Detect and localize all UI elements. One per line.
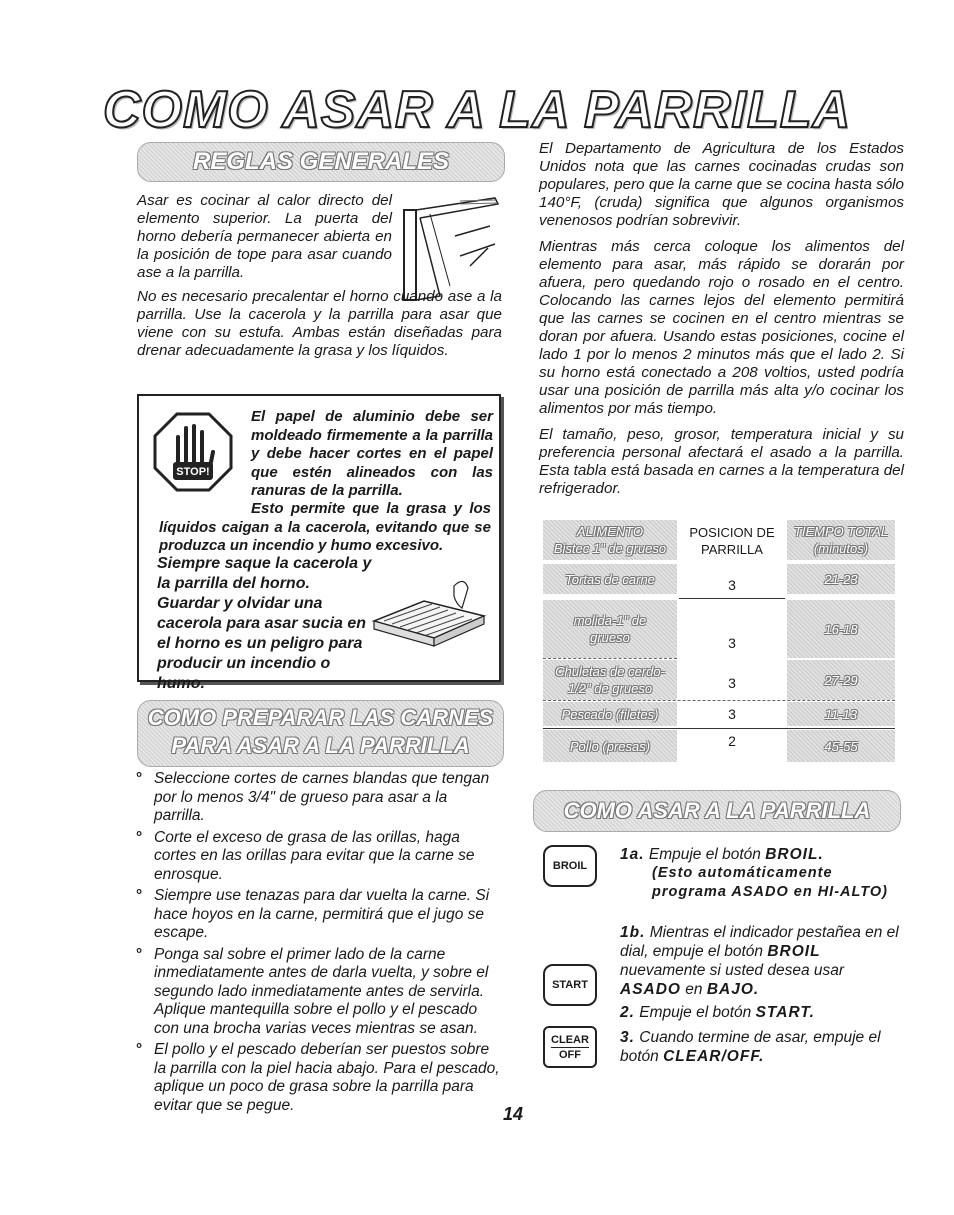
step-1b-text-2: nuevamente si usted desea usar — [620, 962, 845, 979]
table-cell-food: molida-1" de grueso — [543, 600, 677, 658]
step-3 — [620, 1028, 905, 1066]
step-1b-key: BROIL — [767, 943, 821, 960]
step-1a-text: Empuje el botón — [648, 846, 761, 863]
page-number: 14 — [503, 1104, 524, 1124]
table-divider — [679, 598, 785, 599]
step-1a-number: 1a. — [620, 846, 645, 863]
table-cell-food: Tortas de carne — [543, 564, 677, 594]
reglas-paragraph-1: Asar es cocinar al calor directo del elemento superior. La puerta del horno debería permanecer abierta en la posición de tope para asar cuando ase a la parrilla. — [137, 192, 392, 281]
step-1b — [620, 923, 905, 999]
table-cell-time: 27-29 — [787, 660, 895, 700]
step-2-text: Empuje el botón — [639, 1004, 752, 1021]
clear-off-key — [543, 1026, 597, 1068]
page-title: COMO ASAR A LA PARRILLA — [102, 81, 852, 139]
reglas-paragraph-2-wrap — [137, 288, 502, 368]
start-key-label: START — [552, 979, 588, 991]
step-1b-number: 1b. — [620, 924, 646, 941]
table-header-posicion-line-2: PARRILLA — [701, 542, 763, 557]
table-cell-food: Pescado (filetes) — [543, 702, 677, 726]
step-1b-asado: ASADO — [620, 981, 681, 998]
stop-bold-text — [251, 408, 493, 501]
step-1b-bajo: BAJO. — [706, 981, 760, 998]
list-item: ° Corte el exceso de grasa de las orillas, haga cortes en las orillas para evitar que la carne se enrosque. — [134, 829, 500, 885]
table-divider — [543, 658, 677, 659]
table-header-tiempo — [787, 520, 895, 560]
table-header-alimento-line-2: Bistec 1" de grueso — [553, 541, 667, 556]
off-key-label: OFF — [559, 1048, 581, 1061]
right-paragraph-1: El Departamento de Agricultura de los Estados Unidos nota que las carnes cocinadas crudas son populares, pero que la carne que se cocina hasta sólo 140°F, (cruda) significa que algunos organismos venenosos podrían sobrevivir. — [539, 140, 904, 229]
list-item: ° Seleccione cortes de carnes blandas que tengan por lo menos 3/4" de grueso para asar a la parrilla. — [134, 770, 500, 826]
step-1a-key: BROIL. — [765, 846, 824, 863]
step-3-number: 3. — [620, 1029, 635, 1046]
list-item: ° El pollo y el pescado deberían ser puestos sobre la parrilla con la piel hacia abajo. Para el pescado, aplique un poco de grasa sobre la parrilla para evitar que se pegue. — [134, 1041, 500, 1115]
list-item: ° Ponga sal sobre el primer lado de la carne inmediatamente antes de darla vuelta, y sobre el segundo lado inmediatamente antes de servirla. Aplique mantequilla sobre el pollo y el pescado con una brocha varias veces mientras se asan. — [134, 946, 500, 1039]
table-cell-time: 21-23 — [787, 564, 895, 594]
table-header-tiempo-line-1: TIEMPO TOTAL — [793, 524, 889, 539]
table-header-tiempo-line-2: (minutos) — [813, 541, 869, 556]
stop-bold-sentence: El papel de aluminio debe ser moldeado firmemente a la parrilla y debe hacer cortes en el papel que estén alineados con las ranuras de la parrilla. — [251, 408, 493, 499]
step-1b-en: en — [685, 981, 703, 998]
reglas-generales-heading: REGLAS GENERALES — [192, 148, 450, 175]
table-cell-time: 45-55 — [787, 730, 895, 762]
step-2-key: START. — [755, 1004, 815, 1021]
table-header-alimento-line-1: ALIMENTO — [576, 524, 644, 539]
preparar-heading-line-1: COMO PREPARAR LAS CARNES — [147, 705, 494, 730]
right-paragraph-3: El tamaño, peso, grosor, temperatura inicial y su preferencia personal afectará el asado a la parrilla. Esta tabla está basada en carnes a la temperatura del refrigerador. — [539, 426, 904, 497]
stop-label: STOP! — [176, 466, 210, 478]
preparar-bullet-list — [134, 770, 500, 1118]
table-cell-food: Chuletas de cerdo-1/2" de grueso — [543, 660, 677, 700]
reglas-intro — [137, 192, 392, 290]
list-item: ° Siempre use tenazas para dar vuelta la carne. Si hace hoyos en la carne, permitirá que el jugo se escape. — [134, 887, 500, 943]
stop-rest-sentence: Esto permite que la grasa y los líquidos caigan a la cacerola, evitando que se produzca un incendio y humo excesivo. — [159, 500, 491, 554]
reglas-generales-banner — [137, 142, 505, 182]
step-1b-text: Mientras el indicador pestañea en el dial, empuje el botón — [620, 924, 899, 960]
right-text — [539, 140, 904, 506]
table-cell-position: 3 — [728, 675, 736, 691]
start-key — [543, 964, 597, 1006]
step-1a — [620, 845, 905, 864]
table-header-alimento — [543, 520, 677, 560]
table-cell-position: 3 — [728, 635, 736, 651]
table-cell-position: 3 — [728, 706, 736, 722]
step-3-key: CLEAR/OFF. — [663, 1048, 765, 1065]
step-1a-note: (Esto automáticamente programa ASADO en HI-ALTO) — [652, 865, 888, 900]
table-header-posicion — [677, 524, 787, 558]
reglas-paragraph-2: No es necesario precalentar el horno cuando ase a la parrilla. Use la cacerola y la parrilla para asar que viene con su estufa. Ambas están diseñadas para drenar adecuadamente la grasa y los líquidos. — [137, 288, 502, 359]
broil-key — [543, 845, 597, 887]
preparar-heading-line-2: PARA ASAR A LA PARRILLA — [171, 733, 470, 758]
table-cell-food: Pollo (presas) — [543, 730, 677, 762]
table-cell-time: 16-18 — [787, 600, 895, 658]
stop-rest-text — [159, 500, 491, 556]
step-2-number: 2. — [620, 1004, 635, 1021]
preparar-carnes-banner — [137, 700, 504, 767]
stop-warning-sentence: Siempre saque la cacerola y la parrilla del horno. Guardar y olvidar una cacerola para asar sucia en el horno es un peligro para producir un incendio o humo. — [157, 555, 372, 692]
table-cell-position: 2 — [728, 733, 736, 749]
step-2 — [620, 1003, 905, 1022]
table-cell-position: 3 — [728, 577, 736, 593]
table-cell-time: 11-13 — [787, 702, 895, 726]
como-asar-banner — [533, 790, 901, 832]
clear-key-label: CLEAR — [551, 1033, 589, 1046]
stop-hand-icon — [153, 412, 233, 492]
step-3-text: Cuando termine de asar, empuje el botón — [620, 1029, 881, 1065]
stop-warning-text — [157, 554, 372, 694]
stop-warning-box — [137, 394, 501, 692]
broiler-pan-illustration — [364, 576, 494, 656]
como-asar-heading: COMO ASAR A LA PARRILLA — [563, 798, 871, 823]
table-header-posicion-line-1: POSICION DE — [689, 525, 775, 540]
right-paragraph-2: Mientras más cerca coloque los alimentos del elemento para asar, más rápido se dorarán por afuera, pero quedando rojo o rosado en el centro. Colocando las carnes lejos del elemento permitirá que las carnes se cocinen en el centro mientras se doran por afuera. Usando estas posiciones, cocine el lado 1 por lo menos 2 minutos más que el lado 2. Si su horno está conectado a 208 voltios, usted podría usar una posición de parrilla más alta y/o cocinar los alimentos por más tiempo. — [539, 238, 904, 417]
broil-key-label: BROIL — [552, 860, 588, 872]
broil-table — [543, 520, 895, 762]
